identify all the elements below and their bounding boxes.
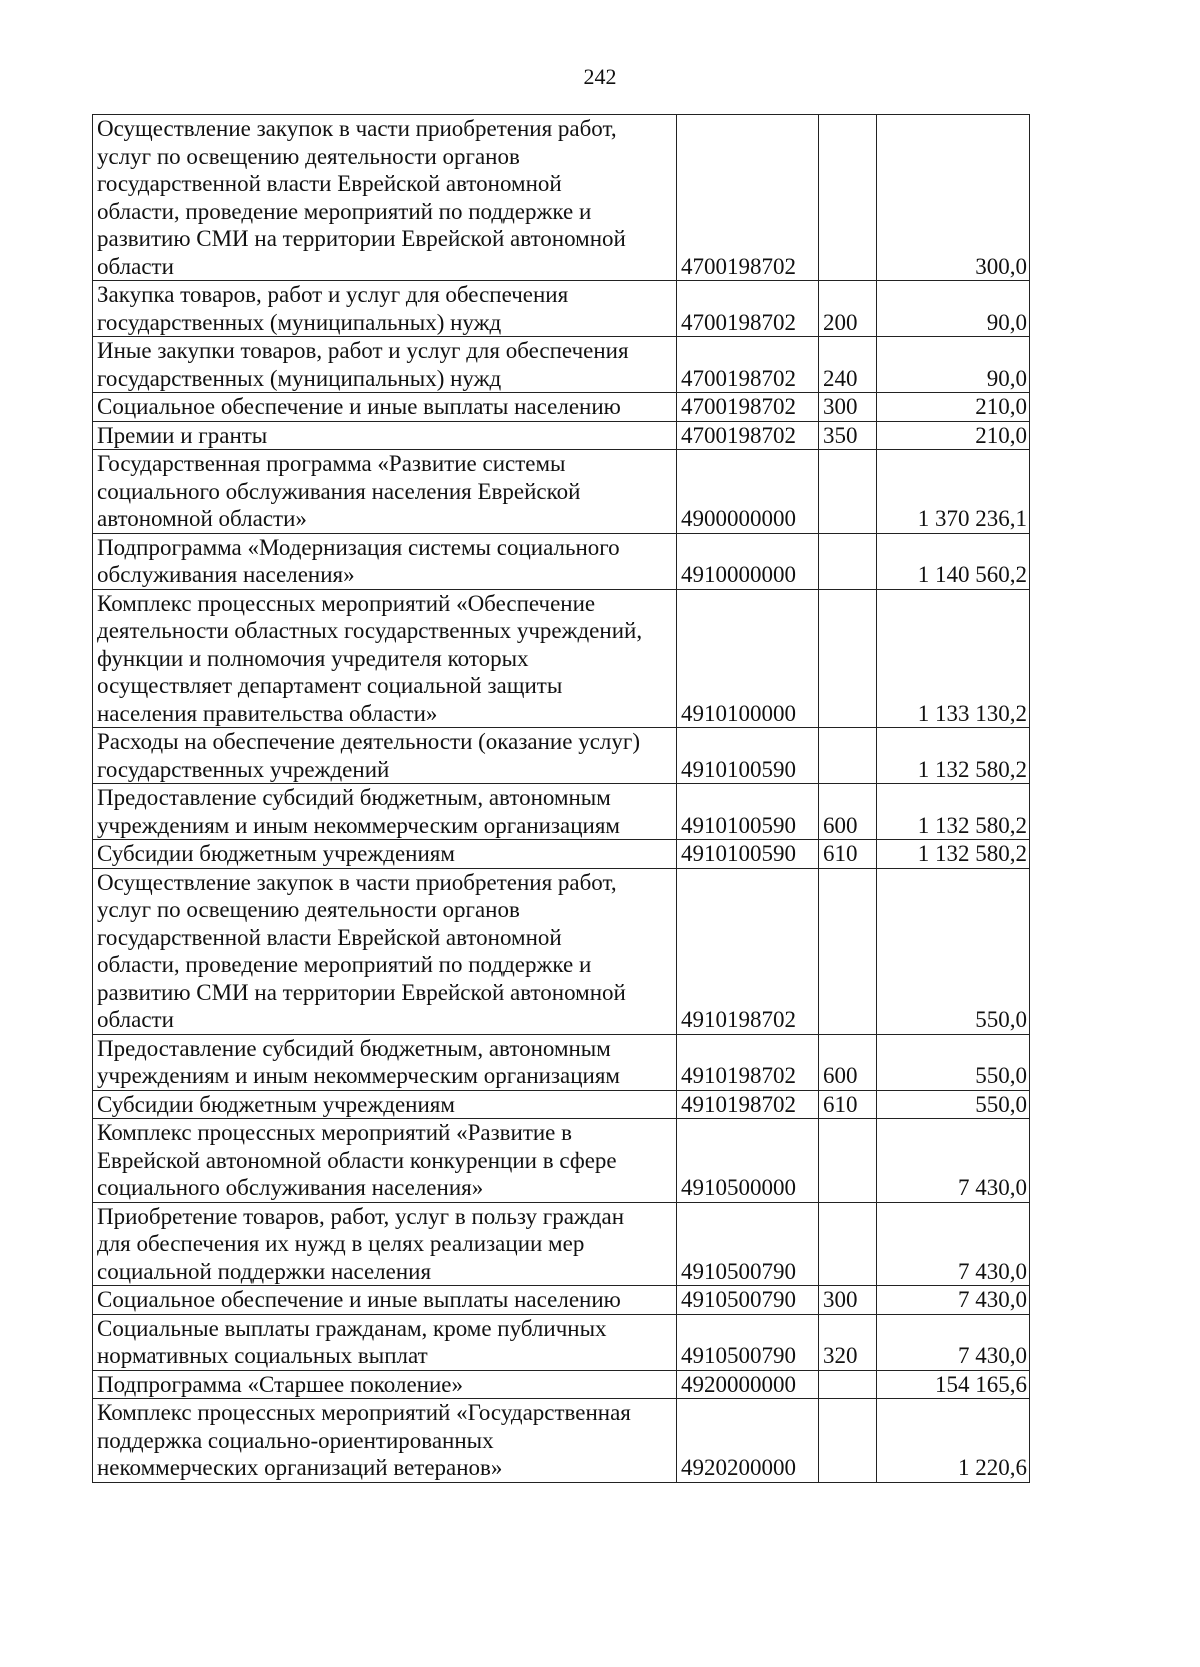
row-type-cell bbox=[819, 1370, 877, 1399]
table-row bbox=[93, 337, 1030, 393]
table-row bbox=[93, 1314, 1030, 1370]
row-sum-cell: 210,0 bbox=[877, 421, 1030, 450]
row-sum-cell: 1 133 130,2 bbox=[877, 589, 1030, 728]
row-code-cell: 4910198702 bbox=[677, 1034, 819, 1090]
row-sum-cell: 7 430,0 bbox=[877, 1286, 1030, 1315]
row-type-cell: 200 bbox=[819, 281, 877, 337]
row-code-cell: 4700198702 bbox=[677, 281, 819, 337]
row-type-cell: 600 bbox=[819, 1034, 877, 1090]
row-type-cell bbox=[819, 533, 877, 589]
row-type-cell bbox=[819, 868, 877, 1034]
row-type-cell: 300 bbox=[819, 1286, 877, 1315]
table-row bbox=[93, 421, 1030, 450]
table-row bbox=[93, 868, 1030, 1034]
row-sum-cell: 550,0 bbox=[877, 1090, 1030, 1119]
row-sum-cell: 1 132 580,2 bbox=[877, 784, 1030, 840]
row-sum-cell: 154 165,6 bbox=[877, 1370, 1030, 1399]
row-name-cell: Осуществление закупок в части приобретения работ, услуг по освещению деятельности органов государственной власти Еврейской автономной области, проведение мероприятий по поддержке и развитию СМИ на территории Еврейской автономной области bbox=[93, 115, 677, 281]
row-sum-cell: 550,0 bbox=[877, 868, 1030, 1034]
row-type-cell bbox=[819, 728, 877, 784]
row-name-cell: Социальное обеспечение и иные выплаты населению bbox=[93, 1286, 677, 1315]
row-name-cell: Осуществление закупок в части приобретения работ, услуг по освещению деятельности органов государственной власти Еврейской автономной области, проведение мероприятий по поддержке и развитию СМИ на территории Еврейской автономной области bbox=[93, 868, 677, 1034]
row-code-cell: 4910100590 bbox=[677, 784, 819, 840]
row-name-cell: Субсидии бюджетным учреждениям bbox=[93, 1090, 677, 1119]
row-code-cell: 4910198702 bbox=[677, 868, 819, 1034]
row-type-cell bbox=[819, 450, 877, 534]
row-name-cell: Комплекс процессных мероприятий «Государственная поддержка социально-ориентированных некоммерческих организаций ветеранов» bbox=[93, 1399, 677, 1483]
row-type-cell: 610 bbox=[819, 840, 877, 869]
row-code-cell: 4910100590 bbox=[677, 728, 819, 784]
page-number: 242 bbox=[583, 64, 617, 89]
table-row bbox=[93, 728, 1030, 784]
row-name-cell: Закупка товаров, работ и услуг для обеспечения государственных (муниципальных) нужд bbox=[93, 281, 677, 337]
table-row bbox=[93, 533, 1030, 589]
table-row bbox=[93, 1202, 1030, 1286]
table-row bbox=[93, 393, 1030, 422]
row-code-cell: 4920000000 bbox=[677, 1370, 819, 1399]
row-type-cell bbox=[819, 1202, 877, 1286]
row-sum-cell: 90,0 bbox=[877, 337, 1030, 393]
row-code-cell: 4700198702 bbox=[677, 393, 819, 422]
row-name-cell: Комплекс процессных мероприятий «Развитие в Еврейской автономной области конкуренции в сфере социального обслуживания населения» bbox=[93, 1119, 677, 1203]
row-name-cell: Государственная программа «Развитие системы социального обслуживания населения Еврейской автономной области» bbox=[93, 450, 677, 534]
row-code-cell: 4910500000 bbox=[677, 1119, 819, 1203]
table-row bbox=[93, 1399, 1030, 1483]
row-type-cell bbox=[819, 1119, 877, 1203]
row-type-cell: 350 bbox=[819, 421, 877, 450]
row-sum-cell: 7 430,0 bbox=[877, 1314, 1030, 1370]
row-name-cell: Расходы на обеспечение деятельности (оказание услуг) государственных учреждений bbox=[93, 728, 677, 784]
row-sum-cell: 1 132 580,2 bbox=[877, 728, 1030, 784]
row-name-cell: Подпрограмма «Модернизация системы социального обслуживания населения» bbox=[93, 533, 677, 589]
table-row bbox=[93, 840, 1030, 869]
row-code-cell: 4910500790 bbox=[677, 1314, 819, 1370]
row-type-cell: 600 bbox=[819, 784, 877, 840]
row-name-cell: Предоставление субсидий бюджетным, автономным учреждениям и иным некоммерческим организациям bbox=[93, 1034, 677, 1090]
row-code-cell: 4910198702 bbox=[677, 1090, 819, 1119]
row-sum-cell: 1 140 560,2 bbox=[877, 533, 1030, 589]
row-name-cell: Социальное обеспечение и иные выплаты населению bbox=[93, 393, 677, 422]
row-name-cell: Подпрограмма «Старшее поколение» bbox=[93, 1370, 677, 1399]
row-sum-cell: 1 370 236,1 bbox=[877, 450, 1030, 534]
row-code-cell: 4700198702 bbox=[677, 421, 819, 450]
row-type-cell: 610 bbox=[819, 1090, 877, 1119]
table-row bbox=[93, 1119, 1030, 1203]
table-row bbox=[93, 281, 1030, 337]
row-name-cell: Комплекс процессных мероприятий «Обеспечение деятельности областных государственных учреждений, функции и полномочия учредителя которых осуществляет департамент социальной защиты населения правительства области» bbox=[93, 589, 677, 728]
row-code-cell: 4910500790 bbox=[677, 1286, 819, 1315]
row-code-cell: 4910100000 bbox=[677, 589, 819, 728]
table-row bbox=[93, 450, 1030, 534]
row-sum-cell: 300,0 bbox=[877, 115, 1030, 281]
table-row bbox=[93, 1034, 1030, 1090]
row-sum-cell: 90,0 bbox=[877, 281, 1030, 337]
row-type-cell: 300 bbox=[819, 393, 877, 422]
row-name-cell: Премии и гранты bbox=[93, 421, 677, 450]
table-row bbox=[93, 589, 1030, 728]
row-sum-cell: 7 430,0 bbox=[877, 1202, 1030, 1286]
row-code-cell: 4910000000 bbox=[677, 533, 819, 589]
row-code-cell: 4700198702 bbox=[677, 337, 819, 393]
budget-table bbox=[92, 114, 1030, 1483]
row-code-cell: 4910500790 bbox=[677, 1202, 819, 1286]
table-row bbox=[93, 1286, 1030, 1315]
row-name-cell: Иные закупки товаров, работ и услуг для обеспечения государственных (муниципальных) нужд bbox=[93, 337, 677, 393]
row-name-cell: Приобретение товаров, работ, услуг в пользу граждан для обеспечения их нужд в целях реализации мер социальной поддержки населения bbox=[93, 1202, 677, 1286]
row-sum-cell: 550,0 bbox=[877, 1034, 1030, 1090]
row-type-cell: 240 bbox=[819, 337, 877, 393]
row-name-cell: Предоставление субсидий бюджетным, автономным учреждениям и иным некоммерческим организациям bbox=[93, 784, 677, 840]
table-row bbox=[93, 784, 1030, 840]
row-name-cell: Субсидии бюджетным учреждениям bbox=[93, 840, 677, 869]
table-row bbox=[93, 1090, 1030, 1119]
row-sum-cell: 7 430,0 bbox=[877, 1119, 1030, 1203]
row-type-cell bbox=[819, 1399, 877, 1483]
row-name-cell: Социальные выплаты гражданам, кроме публичных нормативных социальных выплат bbox=[93, 1314, 677, 1370]
table-row bbox=[93, 115, 1030, 281]
row-code-cell: 4900000000 bbox=[677, 450, 819, 534]
row-sum-cell: 1 132 580,2 bbox=[877, 840, 1030, 869]
row-code-cell: 4910100590 bbox=[677, 840, 819, 869]
table-row bbox=[93, 1370, 1030, 1399]
row-type-cell bbox=[819, 115, 877, 281]
row-code-cell: 4920200000 bbox=[677, 1399, 819, 1483]
row-sum-cell: 210,0 bbox=[877, 393, 1030, 422]
row-type-cell: 320 bbox=[819, 1314, 877, 1370]
row-code-cell: 4700198702 bbox=[677, 115, 819, 281]
budget-table-body bbox=[93, 115, 1030, 1483]
row-type-cell bbox=[819, 589, 877, 728]
row-sum-cell: 1 220,6 bbox=[877, 1399, 1030, 1483]
